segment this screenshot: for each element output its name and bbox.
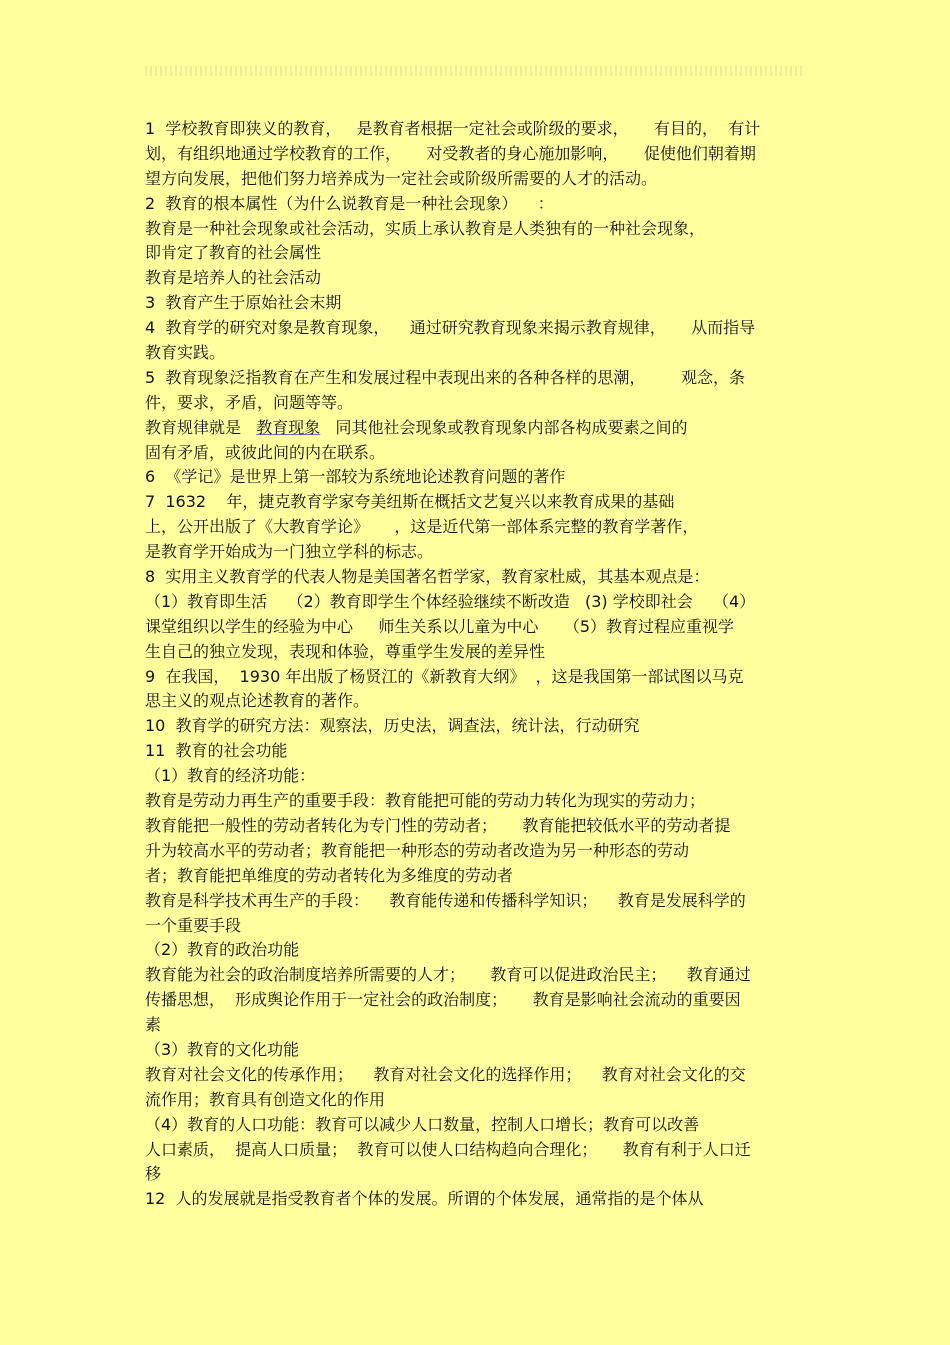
text-line: 固有矛盾，或彼此间的内在联系。 [145, 442, 386, 462]
text-line: 1 学校教育即狭义的教育， 是教育者根据一定社会或阶级的要求， 有目的， 有计 [145, 119, 761, 138]
text-line: 教育能为社会的政治制度培养所需要的人才； 教育可以促进政治民主； 教育通过 [145, 965, 751, 985]
text-line: 教育是科学技术再生产的手段： 教育能传递和传播科学知识； 教育是发展科学的 [145, 890, 746, 910]
text-line: 教育实践。 [145, 343, 226, 363]
text-line: 即肯定了教育的社会属性 [145, 243, 322, 263]
header-noise-strip [145, 66, 805, 76]
text-line: 教育能把一般性的劳动者转化为专门性的劳动者； 教育能把较低水平的劳动者提 [145, 815, 731, 835]
text-line: 件，要求，矛盾，问题等等。 [145, 392, 354, 412]
text-segment: 同其他社会现象或教育现象内部各构成要素之间的 [320, 417, 688, 437]
text-line: 11 教育的社会功能 [145, 741, 288, 761]
text-line: 移 [145, 1164, 162, 1184]
text-line: 课堂组织以学生的经验为中心 师生关系以儿童为中心 （5）教育过程应重视学 [145, 616, 735, 636]
text-line: 素 [145, 1015, 162, 1035]
text-line: （1）教育即生活 （2）教育即学生个体经验继续不断改造 (3) 学校即社会 （4） [145, 591, 756, 611]
text-line: （3）教育的文化功能 [145, 1039, 300, 1059]
text-line: 教育是一种社会现象或社会活动，实质上承认教育是人类独有的一种社会现象， [145, 218, 706, 238]
text-line: 6 《学记》是世界上第一部较为系统地论述教育问题的著作 [145, 467, 566, 487]
document-body [145, 117, 810, 1212]
text-line: （4）教育的人口功能：教育可以减少人口数量，控制人口增长；教育可以改善 [145, 1114, 700, 1134]
text-line: 者；教育能把单维度的劳动者转化为多维度的劳动者 [145, 865, 514, 885]
text-line: 上，公开出版了《大教育学论》 ，这是近代第一部体系完整的教育学著作， [145, 517, 699, 537]
text-line: 教育是劳动力再生产的重要手段：教育能把可能的劳动力转化为现实的劳动力； [145, 791, 706, 811]
text-line: 望方向发展，把他们努力培养成为一定社会或阶级所需要的人才的活动。 [145, 168, 658, 188]
text-line: 5 教育现象泛指教育在产生和发展过程中表现出来的各种各样的思潮， 观念，条 [145, 367, 745, 387]
text-line: 教育对社会文化的传承作用； 教育对社会文化的选择作用； 教育对社会文化的交 [145, 1064, 746, 1084]
text-line: 划，有组织地通过学校教育的工作， 对受教者的身心施加影响， 促使他们朝着期 [145, 143, 756, 163]
text-line: 传播思想， 形成舆论作用于一定社会的政治制度； 教育是影响社会流动的重要因 [145, 990, 741, 1010]
text-segment: 教育规律就是 [145, 417, 257, 437]
text-line: 是教育学开始成为一门独立学科的标志。 [145, 542, 434, 562]
text-line: 教育是培养人的社会活动 [145, 268, 322, 288]
text-line: 12 人的发展就是指受教育者个体的发展。所谓的个体发展，通常指的是个体从 [145, 1189, 704, 1209]
text-line: 一个重要手段 [145, 915, 242, 935]
text-line: 8 实用主义教育学的代表人物是美国著名哲学家，教育家杜威，其基本观点是： [145, 567, 710, 587]
text-line: 9 在我国， 1930 年出版了杨贤江的《新教育大纲》 ，这是我国第一部试图以马克 [145, 666, 744, 686]
text-line: 流作用；教育具有创造文化的作用 [145, 1089, 386, 1109]
underlined-term: 教育现象 [256, 417, 321, 437]
text-line: 2 教育的根本属性（为什么说教育是一种社会现象） ： [145, 193, 554, 213]
text-line: 人口素质， 提高人口质量； 教育可以使人口结构趋向合理化； 教育有利于人口迁 [145, 1139, 751, 1159]
text-line: 4 教育学的研究对象是教育现象， 通过研究教育现象来揭示教育规律， 从而指导 [145, 318, 756, 338]
text-line [145, 416, 810, 441]
text-line: 生自己的独立发现，表现和体验，尊重学生发展的差异性 [145, 641, 546, 661]
text-line: 升为较高水平的劳动者；教育能把一种形态的劳动者改造为另一种形态的劳动 [145, 840, 690, 860]
text-line: （2）教育的政治功能 [145, 940, 300, 960]
text-line: 3 教育产生于原始社会末期 [145, 293, 342, 313]
text-line: （1）教育的经济功能： [145, 766, 316, 786]
text-line: 10 教育学的研究方法：观察法，历史法，调查法，统计法，行动研究 [145, 716, 640, 736]
text-line: 7 1632 年，捷克教育学家夸美纽斯在概括文艺复兴以来教育成果的基础 [145, 492, 675, 512]
text-line: 思主义的观点论述教育的著作。 [145, 691, 370, 711]
